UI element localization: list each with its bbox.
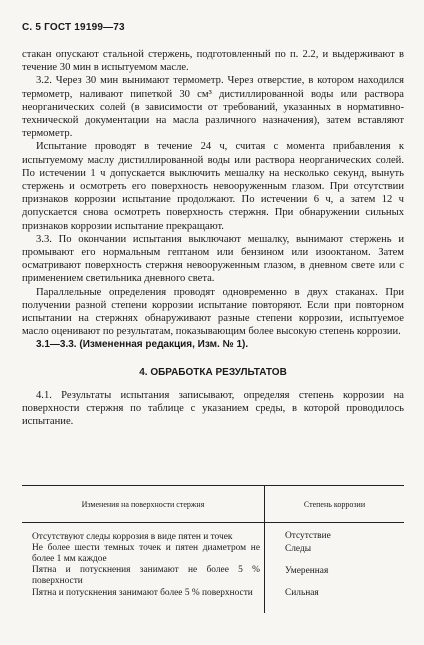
amendment-note: 3.1—3.3. (Измененная редакция, Изм. № 1). (36, 339, 249, 351)
table-header-degree: Степень коррозии (265, 486, 405, 523)
paragraph-3-3: 3.3. По окончании испытания выключают мешалку, вынимают стержень и промывают его нормальным гептаном или бензином или изооктаном. Затем осматривают поверхность стержня невооруженным глазом, в дневном свете или с применением светильника дневного света. (22, 233, 404, 285)
table-cell-degree: Следы (285, 544, 312, 554)
document-body (22, 48, 404, 428)
table-row (22, 565, 404, 587)
table-cell-change: Не более шести темных точек и пятен диаметром не более 1 мм каждое (22, 543, 265, 565)
paragraph-continuation: стакан опускают стальной стержень, подготовленный по п. 2.2, и выдерживают в течение 30 мин в испытуемом масле. (22, 49, 404, 74)
paragraph-3-2: 3.2. Через 30 мин вынимают термометр. Через отверстие, в котором находился термометр, наливают пипеткой 30 см³ дистиллированной воды или раствора неорганических солей (в зависимости от требований, указанных в нормативно-технической документации на масла различного назначения), затем вставляют термометр. (22, 75, 404, 140)
table-cell-degree: Отсутствие (285, 531, 331, 541)
table-cell-change: Пятна и потускнения занимают не более 5 % поверхности (22, 565, 265, 587)
table-row (22, 587, 404, 613)
page-header: С. 5 ГОСТ 19199—73 (22, 22, 125, 33)
paragraph-4-1: 4.1. Результаты испытания записывают, определяя степень коррозии на поверхности стержня по таблице с указанием среды, в которой проводилось испытание. (22, 389, 404, 428)
table-cell-degree: Умеренная (285, 566, 329, 576)
paragraph-test-procedure: Испытание проводят в течение 24 ч, считая с момента прибавления к испытуемому маслу дистиллированной воды или раствора неорганических солей. По истечении 1 ч допускается выключить мешалку на несколько секунд, вынуть стержень и осмотреть его поверхность невооруженным глазом. При отсутствии признаков коррозии испытание продолжают. По истечении 6 ч, а затем 12 ч допускается снова осмотреть поверхность стержня. При обнаружении сильных признаков коррозии испытание прекращают. (22, 141, 404, 232)
corrosion-table (22, 485, 404, 613)
table-cell-change: Пятна и потускнения занимают более 5 % поверхности (22, 587, 265, 613)
table-cell-degree: Сильная (285, 588, 319, 598)
table-header-change: Изменения на поверхности стержня (22, 486, 265, 523)
section-title: 4. ОБРАБОТКА РЕЗУЛЬТАТОВ (139, 366, 287, 378)
paragraph-parallel: Параллельные определения проводят одновременно в двух стаканах. При получении разной степени коррозии испытание повторяют. Если при повторном испытании на стержнях обнаруживают разные степени коррозии, испытуемое масло оценивают по результатам, показывающим более высокую степень коррозии. (22, 286, 404, 338)
table-cell-change: Отсутствуют следы коррозия в виде пятен и точек (22, 523, 265, 544)
table-row (22, 543, 404, 565)
table-row (22, 523, 404, 544)
